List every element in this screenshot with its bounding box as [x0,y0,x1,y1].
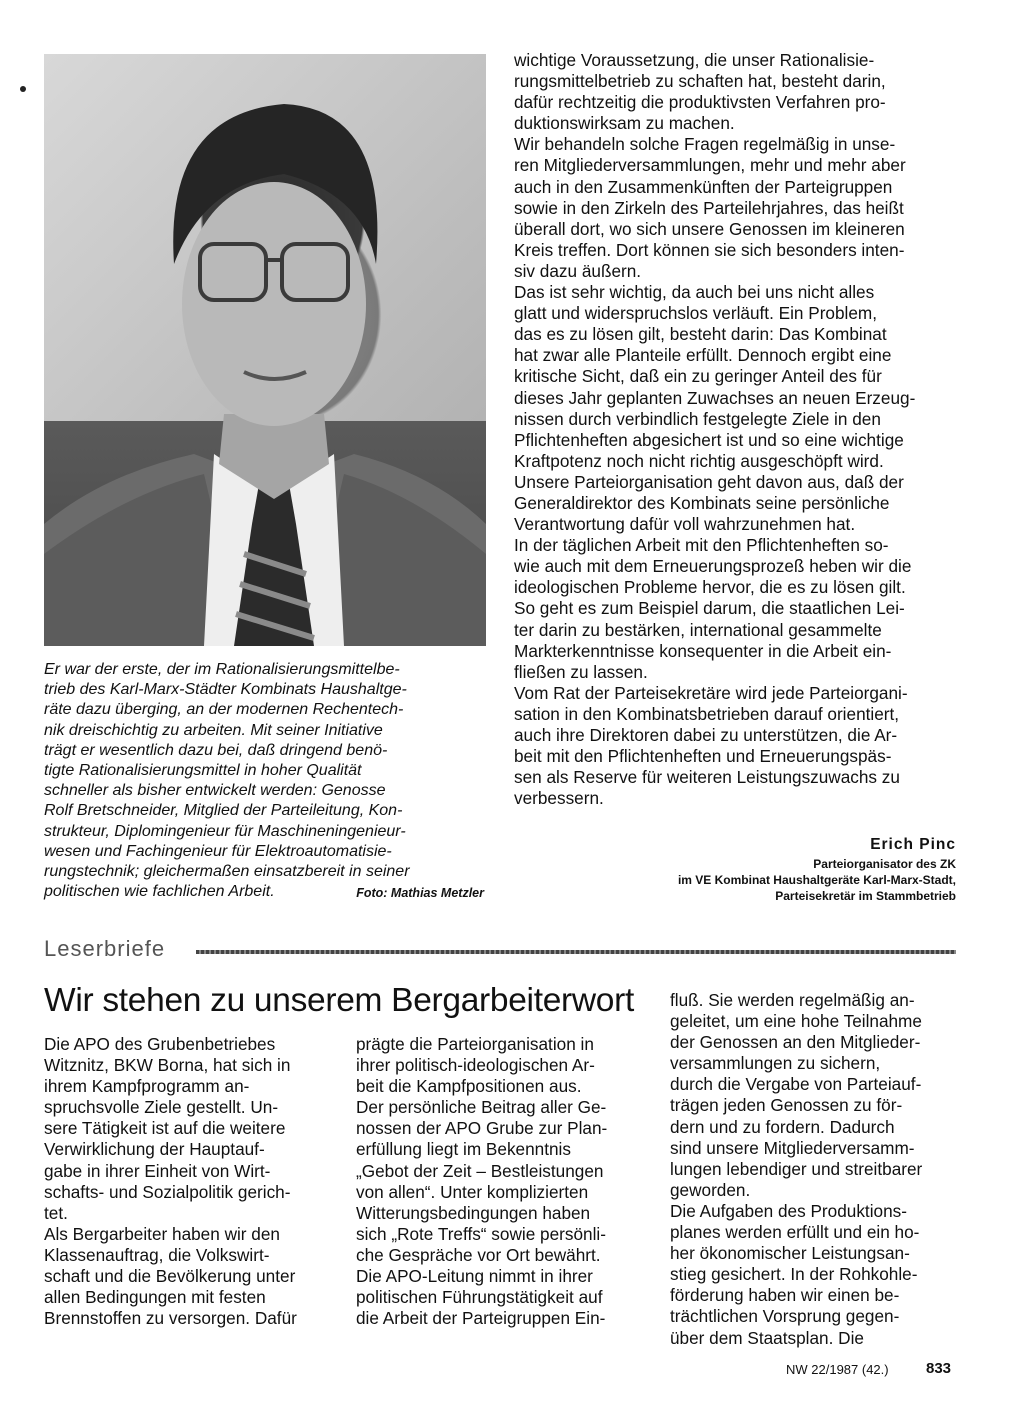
text-line: Generaldirektor des Kombinats seine persönliche [514,492,890,513]
text-line: tet. [44,1202,68,1223]
text-line: „Gebot der Zeit – Bestleistungen [356,1160,604,1181]
text-line: sich „Rote Treffs“ sowie persönli- [356,1223,606,1244]
text-line: Wir behandeln solche Fragen regelmäßig in unse- [514,134,896,155]
author-role-line: Parteiorganisator des ZK [813,857,956,871]
text-line: gabe in ihrer Einheit von Wirt- [44,1160,271,1181]
photo-caption [44,660,484,902]
text-line: Witterungsbedingungen haben [356,1202,591,1223]
text-line: stieg gesichert. In der Rohkohle- [670,1264,918,1285]
text-line: auch ihre Direktoren dabei zu unterstützen, die Ar- [514,725,898,745]
text-line: rungsmittelbetrieb zu schaften hat, besteht darin, [514,71,886,92]
text-line: Unsere Parteiorganisation geht davon aus, daß der [514,471,904,492]
text-line: spruchsvolle Ziele gestellt. Un- [44,1097,279,1118]
photo-credit: Foto: Mathias Metzler [356,886,484,900]
text-line: ihrer politisch-ideologischen Ar- [356,1055,595,1076]
article-column-3 [670,990,958,1349]
text-line: über dem Staatsplan. Die [670,1327,864,1348]
portrait-illustration [44,54,486,646]
text-line: hat zwar alle Planteile erfüllt. Dennoch ergibt eine [514,345,892,366]
caption-line: trägt er wesentlich dazu bei, daß dringend benö- [44,741,388,759]
text-line: Vom Rat der Parteisekretäre wird jede Parteiorgani- [514,682,908,703]
text-line: der Genossen an den Mitglieder- [670,1032,921,1053]
text-line: ter darin zu bestärken, international gesammelte [514,619,882,640]
section-rule [196,950,956,954]
text-line: sation in den Kombinatsbetrieben darauf orientiert, [514,703,900,724]
text-line: ren Mitgliederversammlungen, mehr und mehr aber [514,155,906,176]
text-line: So geht es zum Beispiel darum, die staatlichen Lei- [514,598,905,619]
author-role [560,856,956,904]
text-line: ideologischen Probleme hervor, die es zu lösen gilt. [514,577,906,598]
article-headline: Wir stehen zu unserem Bergarbeiterwort [44,982,634,1019]
text-line: planes werden erfüllt und ein ho- [670,1222,920,1243]
caption-line: trieb des Karl-Marx-Städter Kombinats Haushaltge- [44,681,407,699]
caption-line: Rolf Bretschneider, Mitglied der Parteileitung, Kon- [44,802,403,820]
text-line: Der persönliche Beitrag aller Ge- [356,1097,607,1118]
author-role-line: Parteisekretär im Stammbetrieb [775,889,956,903]
article-column-2 [356,1034,642,1329]
text-line: kritische Sicht, daß ein zu geringer Anteil des für [514,366,882,387]
text-line: versammlungen zu sichern, [670,1053,881,1074]
caption-line: nik dreischichtig zu arbeiten. Mit seiner Initiative [44,721,383,739]
text-line: dieses Jahr geplanten Zuwachses an neuen Erzeug- [514,387,916,408]
issue-info: NW 22/1987 (42.) [786,1362,889,1377]
text-line: fließen zu lassen. [514,661,648,682]
caption-line: schneller als bisher entwickelt werden: Genosse [44,782,386,800]
text-line: Das ist sehr wichtig, da auch bei uns nicht alles [514,282,875,303]
caption-line: wesen und Fachingenieur für Elektroautomatisie- [44,842,392,860]
caption-line: politischen wie fachlichen Arbeit. [44,883,275,901]
caption-line: Er war der erste, der im Rationalisierungsmittelbe- [44,661,400,678]
text-line: durch die Vergabe von Parteiauf- [670,1074,922,1095]
text-line: Verwirklichung der Hauptauf- [44,1139,265,1160]
text-line: In der täglichen Arbeit mit den Pflichtenheften so- [514,535,889,556]
text-line: wichtige Voraussetzung, die unser Rationalisie- [514,50,875,70]
text-line: verbessern. [514,788,604,809]
text-line: Verantwortung dafür voll wahrzunehmen hat. [514,514,856,535]
text-line: von allen“. Unter komplizierten [356,1181,589,1202]
text-line: Die Aufgaben des Produktions- [670,1200,907,1221]
text-line: her ökonomischer Leistungsan- [670,1243,910,1264]
section-header [44,936,956,966]
print-speck [20,86,26,92]
section-label: Leserbriefe [44,936,166,961]
text-line: beit die Kampfpositionen aus. [356,1076,582,1097]
text-line: politischen Führungstätigkeit auf [356,1287,603,1308]
text-line: siv dazu äußern. [514,260,642,281]
text-line: sowie in den Zirkeln des Parteilehrjahres, das heißt [514,197,904,218]
caption-line: räte dazu überging, an der modernen Rechentech- [44,701,404,719]
text-line: nossen der APO Grube zur Plan- [356,1118,608,1139]
text-line: Als Bergarbeiter haben wir den [44,1223,280,1244]
text-line: Die APO des Grubenbetriebes [44,1034,276,1054]
text-line: trächtlichen Vorsprung gegen- [670,1306,900,1327]
text-line: lungen lebendiger und streitbarer [670,1158,923,1179]
text-line: sind unsere Mitgliederversamm- [670,1137,915,1158]
text-line: fluß. Sie werden regelmäßig an- [670,990,915,1010]
text-line: erfüllung liegt im Bekenntnis [356,1139,571,1160]
text-line: schafts- und Sozialpolitik gerich- [44,1181,291,1202]
caption-line: tigte Rationalisierungsmittel in hoher Qualität [44,762,362,780]
caption-line: rungstechnik; gleichermaßen einsatzbereit in seiner [44,863,410,881]
text-line: schaft und die Bevölkerung unter [44,1266,296,1287]
text-line: allen Bedingungen mit festen [44,1287,266,1308]
text-line: dafür rechtzeitig die produktivsten Verfahren pro- [514,92,886,113]
page-number: 833 [926,1360,952,1377]
text-line: die Arbeit der Parteigruppen Ein- [356,1308,606,1329]
text-line: überall dort, wo sich unsere Genossen im kleineren [514,218,905,239]
text-line: sen als Reserve für weiteren Leistungszuwachs zu [514,767,900,788]
text-line: Kraftpotenz noch nicht richtig ausgeschöpft wird. [514,450,884,471]
text-line: geleitet, um eine hohe Teilnahme [670,1011,922,1032]
text-line: Kreis treffen. Dort können sie sich besonders inten- [514,239,905,260]
text-line: förderung haben wir einen be- [670,1285,900,1306]
author-role-line: im VE Kombinat Haushaltgeräte Karl-Marx-Stadt, [677,873,956,887]
text-line: Markterkenntnisse konsequenter in die Arbeit ein- [514,640,892,661]
article-column-1 [44,1034,328,1329]
text-line: Brennstoffen zu versorgen. Dafür [44,1308,297,1329]
article-continuation-column [514,50,958,809]
text-line: Die APO-Leitung nimmt in ihrer [356,1266,593,1287]
text-line: Witznitz, BKW Borna, hat sich in [44,1055,291,1076]
text-line: geworden. [670,1179,751,1200]
portrait-photo [44,54,486,646]
text-line: das es zu lösen gilt, besteht darin: Das Kombinat [514,324,887,345]
text-line: nissen durch verbindlich festgelegte Ziele in den [514,408,881,429]
text-line: auch in den Zusammenkünften der Parteigruppen [514,176,893,197]
text-line: duktionswirksam zu machen. [514,113,735,134]
text-line: Pflichtenheften abgesichert ist und so eine wichtige [514,429,904,450]
text-line: che Gespräche vor Ort bewährt. [356,1244,601,1265]
text-line: prägte die Parteiorganisation in [356,1034,594,1054]
text-line: glatt und widerspruchslos verläuft. Ein Problem, [514,303,878,324]
caption-line: strukteur, Diplomingenieur für Maschineningenieur- [44,822,406,840]
text-line: ihrem Kampfprogramm an- [44,1076,250,1097]
text-line: Klassenauftrag, die Volkswirt- [44,1244,270,1265]
author-name: Erich Pinc [870,836,956,853]
text-line: wie auch mit dem Erneuerungsprozeß heben wir die [514,556,912,577]
text-line: dern und zu fordern. Dadurch [670,1116,895,1137]
text-line: sere Tätigkeit ist auf die weitere [44,1118,286,1139]
text-line: beit mit den Pflichtenheften und Erneuerungspäs- [514,746,892,767]
text-line: trägen jeden Genossen zu för- [670,1095,903,1116]
